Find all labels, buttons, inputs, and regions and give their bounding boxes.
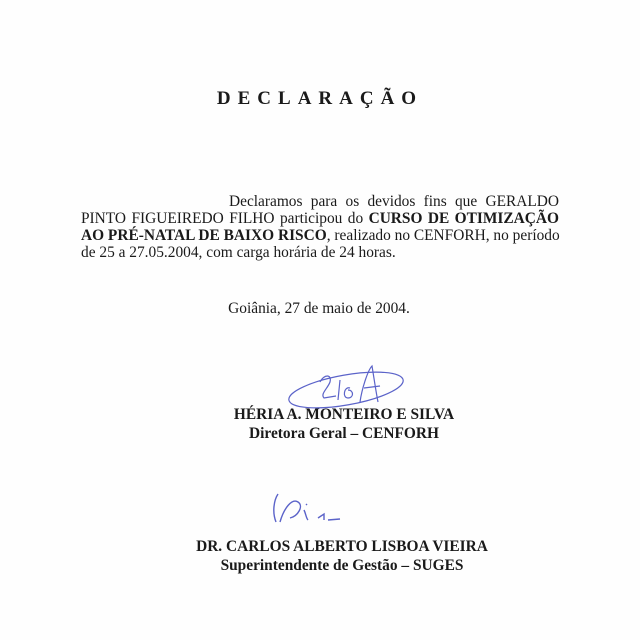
body-line-3-plain: , realizado no CENFORH, no período: [326, 227, 560, 244]
place-date-text: Goiânia, 27 de maio de 2004.: [228, 300, 410, 317]
signatory-2-role: Superintendente de Gestão – SUGES: [220, 557, 464, 574]
body-line-4: de 25 a 27.05.2004, com carga horária de 24 horas.: [81, 244, 396, 261]
signatory-2-name: DR. CARLOS ALBERTO LISBOA VIEIRA: [196, 538, 488, 555]
declaration-body: [81, 193, 559, 261]
course-name-part-1: CURSO DE OTIMIZAÇÃO: [368, 210, 559, 227]
body-line-2: [81, 210, 559, 227]
body-line-1: Declaramos para os devidos fins que GERALDO: [229, 193, 559, 210]
course-name-part-2: AO PRÉ-NATAL DE BAIXO RISCO: [81, 227, 327, 244]
place-date: [0, 300, 640, 318]
document-title: DECLARAÇÃO: [216, 88, 424, 109]
body-line-3: [81, 227, 559, 244]
signature-carlos-icon: [268, 488, 368, 533]
signatory-1-role: Diretora Geral – CENFORH: [249, 425, 439, 442]
signatory-1-name: HÉRIA A. MONTEIRO E SILVA: [233, 406, 455, 423]
signatory-1: [0, 405, 640, 443]
signatory-2: [0, 537, 640, 575]
body-line-2-plain: PINTO FIGUEIREDO FILHO participou do: [81, 210, 364, 227]
